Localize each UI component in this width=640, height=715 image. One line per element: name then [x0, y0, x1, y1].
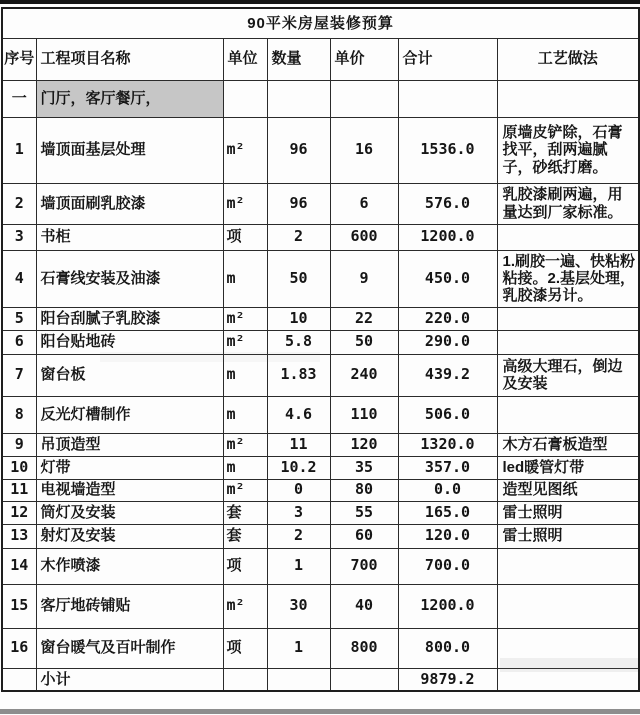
cell-no: 15	[2, 584, 36, 628]
cell-total: 1320.0	[398, 433, 497, 456]
cell-no: 16	[2, 628, 36, 668]
cell-unit: m²	[223, 183, 267, 224]
header-row	[2, 38, 639, 80]
table-row	[2, 224, 639, 250]
subtotal-value: 9879.2	[398, 668, 497, 691]
cell-note: 造型见图纸	[497, 479, 639, 501]
cell-price: 35	[330, 456, 398, 479]
cell-name: 客厅地砖铺贴	[36, 584, 223, 628]
cell-total: 0.0	[398, 479, 497, 501]
cell-price: 80	[330, 479, 398, 501]
cell-price: 9	[330, 250, 398, 307]
cell-unit: m	[223, 250, 267, 307]
cell-total: 576.0	[398, 183, 497, 224]
column-header-price: 单价	[330, 38, 398, 80]
cell-name: 阳台刮腻子乳胶漆	[36, 307, 223, 330]
cell-no: 5	[2, 307, 36, 330]
cell-total: 220.0	[398, 307, 497, 330]
cell-price: 40	[330, 584, 398, 628]
column-header-total: 合计	[398, 38, 497, 80]
cell-note	[497, 330, 639, 354]
cell-no: 14	[2, 548, 36, 584]
cell-qty: 30	[267, 584, 330, 628]
table-row	[2, 501, 639, 524]
cell-unit: m²	[223, 584, 267, 628]
cell-no: 4	[2, 250, 36, 307]
cell-unit: 套	[223, 524, 267, 548]
cell-name: 墙顶面基层处理	[36, 117, 223, 183]
cell-total: 165.0	[398, 501, 497, 524]
cell-note	[497, 396, 639, 433]
cell-total: 700.0	[398, 548, 497, 584]
table-row	[2, 433, 639, 456]
page-title: 90平米房屋装修预算	[2, 8, 639, 38]
cell-no: 1	[2, 117, 36, 183]
cell-name: 反光灯槽制作	[36, 396, 223, 433]
cell-unit: 项	[223, 548, 267, 584]
bottom-border-strip	[0, 709, 640, 714]
cell-no: 11	[2, 479, 36, 501]
section-no: 一	[2, 80, 36, 117]
cell-name: 书柜	[36, 224, 223, 250]
cell-unit: m²	[223, 433, 267, 456]
cell-unit: m²	[223, 330, 267, 354]
cell-name: 窗台暖气及百叶制作	[36, 628, 223, 668]
subtotal-label: 小计	[36, 668, 223, 691]
cell-note	[497, 224, 639, 250]
cell-unit: m²	[223, 117, 267, 183]
cell-qty: 3	[267, 501, 330, 524]
section-name: 门厅，客厅餐厅，	[36, 80, 223, 117]
cell-note: 木方石膏板造型	[497, 433, 639, 456]
cell-qty: 2	[267, 224, 330, 250]
cell-price: 6	[330, 183, 398, 224]
cell-unit: m	[223, 354, 267, 396]
cell-qty: 1	[267, 548, 330, 584]
table-row	[2, 628, 639, 668]
top-border-strip	[0, 0, 640, 4]
column-header-unit: 单位	[223, 38, 267, 80]
cell-no: 2	[2, 183, 36, 224]
cell-note: 乳胶漆刷两遍，用量达到厂家标准。	[497, 183, 639, 224]
cell-qty: 96	[267, 183, 330, 224]
cell-price: 600	[330, 224, 398, 250]
cell-name: 灯带	[36, 456, 223, 479]
cell-total: 439.2	[398, 354, 497, 396]
cell-qty: 2	[267, 524, 330, 548]
cell-note: 雷士照明	[497, 524, 639, 548]
table-row	[2, 117, 639, 183]
table-row	[2, 524, 639, 548]
cell-total: 506.0	[398, 396, 497, 433]
table-row	[2, 396, 639, 433]
budget-table	[1, 7, 640, 692]
subtotal-row	[2, 668, 639, 691]
cell-note: 雷士照明	[497, 501, 639, 524]
cell-price: 800	[330, 628, 398, 668]
cell-qty: 5.8	[267, 330, 330, 354]
cell-qty: 0	[267, 479, 330, 501]
cell-name: 木作喷漆	[36, 548, 223, 584]
cell-total: 1200.0	[398, 584, 497, 628]
cell-name: 墙顶面刷乳胶漆	[36, 183, 223, 224]
cell-unit: m	[223, 456, 267, 479]
cell-total: 450.0	[398, 250, 497, 307]
cell-price: 55	[330, 501, 398, 524]
cell-no: 7	[2, 354, 36, 396]
cell-price: 22	[330, 307, 398, 330]
table-row	[2, 354, 639, 396]
cell-note	[497, 584, 639, 628]
cell-note: 原墙皮铲除，石膏找平，刮两遍腻子，砂纸打磨。	[497, 117, 639, 183]
cell-note	[497, 628, 639, 668]
cell-total: 1536.0	[398, 117, 497, 183]
cell-unit: m	[223, 396, 267, 433]
cell-unit: m²	[223, 479, 267, 501]
cell-qty: 10	[267, 307, 330, 330]
table-row	[2, 183, 639, 224]
cell-unit: 项	[223, 628, 267, 668]
cell-price: 50	[330, 330, 398, 354]
table-row	[2, 307, 639, 330]
cell-note: 1.刷胶一遍、快粘粉粘接。2.基层处理，乳胶漆另计。	[497, 250, 639, 307]
cell-note: led暖管灯带	[497, 456, 639, 479]
cell-no: 10	[2, 456, 36, 479]
cell-qty: 1.83	[267, 354, 330, 396]
column-header-name: 工程项目名称	[36, 38, 223, 80]
cell-total: 357.0	[398, 456, 497, 479]
cell-qty: 1	[267, 628, 330, 668]
cell-name: 射灯及安装	[36, 524, 223, 548]
table-row	[2, 456, 639, 479]
cell-note: 高级大理石，倒边及安装	[497, 354, 639, 396]
cell-unit: m²	[223, 307, 267, 330]
cell-name: 电视墙造型	[36, 479, 223, 501]
table-row	[2, 548, 639, 584]
cell-qty: 96	[267, 117, 330, 183]
cell-price: 16	[330, 117, 398, 183]
table-row	[2, 330, 639, 354]
cell-unit: 项	[223, 224, 267, 250]
cell-name: 窗台板	[36, 354, 223, 396]
cell-qty: 50	[267, 250, 330, 307]
cell-total: 120.0	[398, 524, 497, 548]
cell-price: 110	[330, 396, 398, 433]
cell-total: 290.0	[398, 330, 497, 354]
cell-qty: 4.6	[267, 396, 330, 433]
cell-note	[497, 548, 639, 584]
cell-no: 3	[2, 224, 36, 250]
table-row	[2, 479, 639, 501]
cell-note	[497, 307, 639, 330]
cell-no: 8	[2, 396, 36, 433]
cell-price: 240	[330, 354, 398, 396]
cell-price: 120	[330, 433, 398, 456]
section-row	[2, 80, 639, 117]
cell-qty: 10.2	[267, 456, 330, 479]
cell-price: 700	[330, 548, 398, 584]
cell-name: 石膏线安装及油漆	[36, 250, 223, 307]
cell-name: 吊顶造型	[36, 433, 223, 456]
cell-name: 阳台贴地砖	[36, 330, 223, 354]
cell-qty: 11	[267, 433, 330, 456]
cell-name: 筒灯及安装	[36, 501, 223, 524]
table-row	[2, 584, 639, 628]
cell-unit: 套	[223, 501, 267, 524]
column-header-qty: 数量	[267, 38, 330, 80]
cell-no: 12	[2, 501, 36, 524]
cell-total: 800.0	[398, 628, 497, 668]
cell-price: 60	[330, 524, 398, 548]
column-header-note: 工艺做法	[497, 38, 639, 80]
table-row	[2, 250, 639, 307]
cell-total: 1200.0	[398, 224, 497, 250]
column-header-no: 序号	[2, 38, 36, 80]
cell-no: 13	[2, 524, 36, 548]
cell-no: 9	[2, 433, 36, 456]
cell-no: 6	[2, 330, 36, 354]
table-title-row	[2, 8, 639, 38]
